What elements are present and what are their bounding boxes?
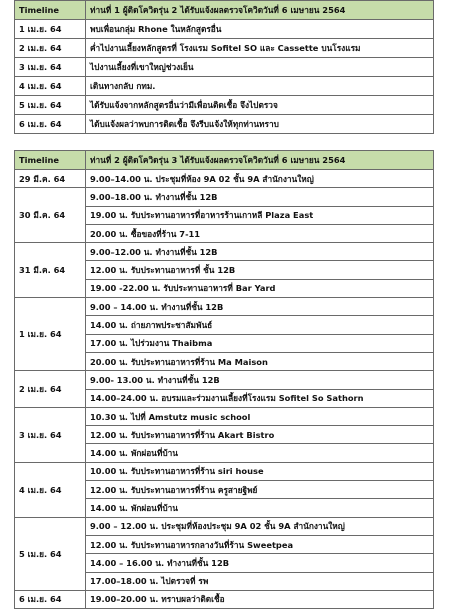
event-cell: ไปงานเลี้ยงที่เขาใหญ่ช่วงเย็น <box>86 58 434 77</box>
table-row <box>15 462 434 480</box>
event-cell: 10.30 น. ไปที่ Amstutz music school <box>86 407 434 425</box>
date-cell: 5 เม.ย. 64 <box>15 96 86 115</box>
table-row <box>15 371 434 389</box>
event-cell: 14.00 น. พักผ่อนที่บ้าน <box>86 499 434 517</box>
event-cell: 12.00 น. รับประทานอาหารที่ ชั้น 12B <box>86 261 434 279</box>
event-cell: 19.00–20.00 น. ทราบผลว่าติดเชื้อ <box>86 590 434 608</box>
table-row <box>15 77 434 96</box>
event-cell: ได้บแจ้งผลว่าพบการติดเชื้อ จึงรีบแจ้งให้ทุกท่านทราบ <box>86 115 434 134</box>
event-cell: 17.00–18.00 น. ไปตรวจที่ รพ <box>86 572 434 590</box>
table-row <box>15 20 434 39</box>
event-cell: 14.00 – 16.00 น. ทำงานที่ชั้น 12B <box>86 554 434 572</box>
event-cell: 19.00 น. รับประทานอาหารที่อาหารร้านเกาหลี Plaza East <box>86 206 434 224</box>
table-header-row <box>15 151 434 170</box>
event-cell: 9.00 – 12.00 น. ประชุมที่ห้องประชุม 9A 02 ชั้น 9A สำนักงานใหญ่ <box>86 517 434 535</box>
date-cell: 3 เม.ย. 64 <box>15 407 86 462</box>
date-cell: 30 มี.ค. 64 <box>15 188 86 243</box>
date-cell: 2 เม.ย. 64 <box>15 371 86 408</box>
event-cell: 9.00–18.00 น. ทำงานที่ชั้น 12B <box>86 188 434 206</box>
date-cell: 4 เม.ย. 64 <box>15 462 86 517</box>
table-row <box>15 298 434 316</box>
event-cell: 9.00- 13.00 น. ทำงานที่ชั้น 12B <box>86 371 434 389</box>
timeline-table-2 <box>14 150 434 609</box>
date-cell: 1 เม.ย. 64 <box>15 20 86 39</box>
event-cell: 9.00–14.00 น. ประชุมที่ห้อง 9A 02 ชั้น 9A สำนักงานใหญ่ <box>86 170 434 188</box>
event-cell: 17.00 น. ไปร่วมงาน Thaibma <box>86 334 434 352</box>
event-cell: 14.00 น. พักผ่อนที่บ้าน <box>86 444 434 462</box>
event-cell: 20.00 น. ซื้อของที่ร้าน 7-11 <box>86 224 434 242</box>
event-cell: 10.00 น. รับประทานอาหารที่ร้าน siri house <box>86 462 434 480</box>
table-row <box>15 39 434 58</box>
table-row <box>15 188 434 206</box>
date-cell: 6 เม.ย. 64 <box>15 115 86 134</box>
table-row <box>15 58 434 77</box>
event-cell: 12.00 น. รับประทานอาหารกลางวันที่ร้าน Sweetpea <box>86 535 434 553</box>
event-cell: 19.00 -22.00 น. รับประทานอาหารที่ Bar Yard <box>86 279 434 297</box>
date-cell: 1 เม.ย. 64 <box>15 298 86 371</box>
table-row <box>15 170 434 188</box>
table-row <box>15 115 434 134</box>
table-row <box>15 407 434 425</box>
header-timeline: Timeline <box>15 1 86 20</box>
header-description: ท่านที่ 1 ผู้ติดโควิดรุ่น 2 ได้รับแจ้งผลตรวจโควิดวันที่ 6 เมษายน 2564 <box>86 1 434 20</box>
table-row <box>15 517 434 535</box>
table-row <box>15 96 434 115</box>
header-description: ท่านที่ 2 ผู้ติดโควิดรุ่น 3 ได้รับแจ้งผลตรวจโควิดวันที่ 6 เมษายน 2564 <box>86 151 434 170</box>
date-cell: 29 มี.ค. 64 <box>15 170 86 188</box>
event-cell: 20.00 น. รับประทานอาหารที่ร้าน Ma Maison <box>86 352 434 370</box>
event-cell: 12.00 น. รับประทานอาหารที่ร้าน ครูสายฐิพย์ <box>86 481 434 499</box>
event-cell: 9.00–12.00 น. ทำงานที่ชั้น 12B <box>86 243 434 261</box>
event-cell: พบเพื่อนกลุ่ม Rhone ในหลักสูตรอื่น <box>86 20 434 39</box>
event-cell: 9.00 – 14.00 น. ทำงานที่ชั้น 12B <box>86 298 434 316</box>
date-cell: 31 มี.ค. 64 <box>15 243 86 298</box>
event-cell: เดินทางกลับ กทม. <box>86 77 434 96</box>
table-header-row <box>15 1 434 20</box>
date-cell: 2 เม.ย. 64 <box>15 39 86 58</box>
date-cell: 5 เม.ย. 64 <box>15 517 86 590</box>
date-cell: 3 เม.ย. 64 <box>15 58 86 77</box>
date-cell: 4 เม.ย. 64 <box>15 77 86 96</box>
header-timeline: Timeline <box>15 151 86 170</box>
table-row <box>15 590 434 608</box>
event-cell: ค่ำไปงานเลี้ยงหลักสูตรที่ โรงแรม Sofitel SO และ Cassette บนโรงแรม <box>86 39 434 58</box>
timeline-table-1 <box>14 0 434 134</box>
date-cell: 6 เม.ย. 64 <box>15 590 86 608</box>
event-cell: 14.00–24.00 น. อบรมและร่วมงานเลี้ยงที่โรงแรม Sofitel So Sathorn <box>86 389 434 407</box>
table-row <box>15 243 434 261</box>
event-cell: ได้รับแจ้งจากหลักสูตรอื่นว่ามีเพื่อนติดเชื้อ จึงไปตรวจ <box>86 96 434 115</box>
event-cell: 14.00 น. ถ่ายภาพประชาสัมพันธ์ <box>86 316 434 334</box>
event-cell: 12.00 น. รับประทานอาหารที่ร้าน Akart Bistro <box>86 426 434 444</box>
